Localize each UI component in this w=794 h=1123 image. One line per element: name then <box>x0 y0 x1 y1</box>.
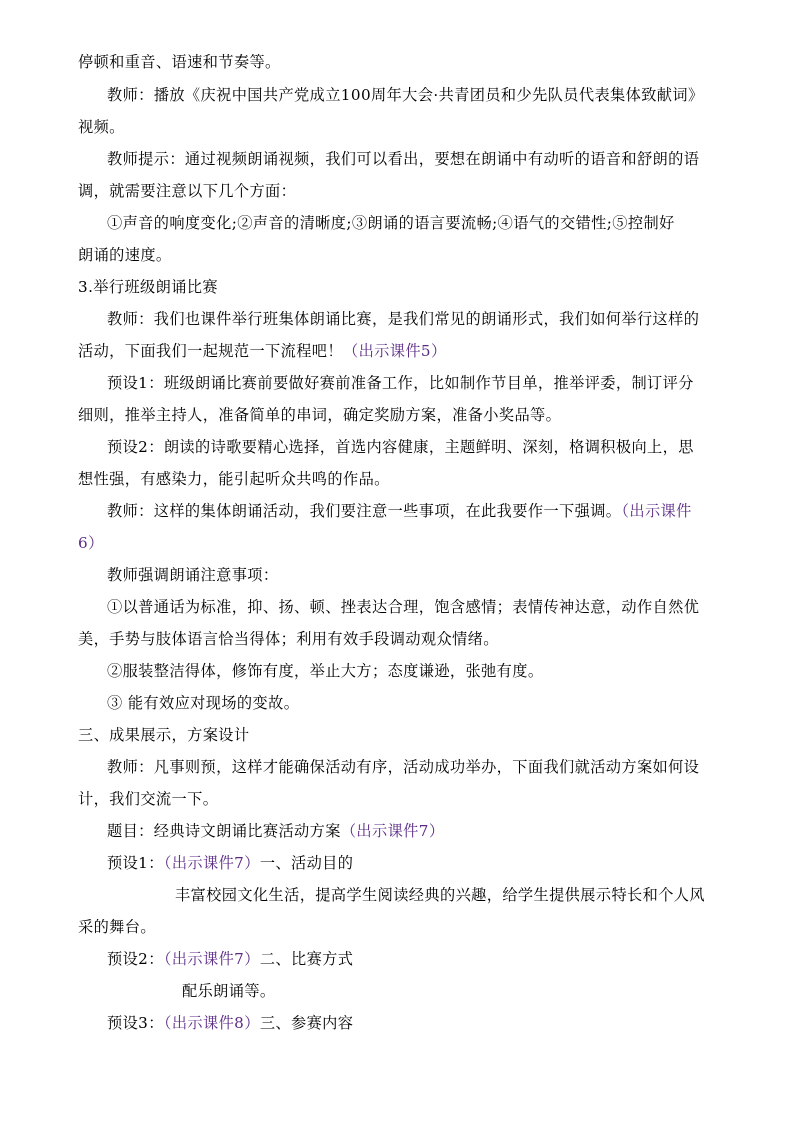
text-segment: 预设3： <box>107 1014 164 1032</box>
text-segment: 丰富校园文化生活，提高学生阅读经典的兴趣，给学生提供展示特长和个人风 <box>175 886 705 904</box>
text-segment: 教师：凡事则预，这样才能确保活动有序，活动成功举办，下面我们就活动方案如何设 <box>107 758 700 776</box>
text-line <box>107 309 699 329</box>
text-line <box>107 597 699 617</box>
text-segment: ①以普通话为标准，抑、扬、顿、挫表达合理，饱含感情；表情传神达意，动作自然优 <box>107 598 700 616</box>
text-segment: ③ 能有效应对现场的变故。 <box>107 694 300 712</box>
text-line <box>107 821 444 841</box>
text-segment: 教师强调朗诵注意事项： <box>107 566 279 584</box>
text-line <box>107 565 278 585</box>
text-line <box>182 981 276 1001</box>
text-line <box>107 1013 353 1033</box>
slide-cue: （出示课件7） <box>340 822 445 840</box>
text-segment: 三、成果展示，方案设计 <box>78 726 250 744</box>
text-segment: 计，我们交流一下。 <box>78 790 219 808</box>
text-line <box>107 949 353 969</box>
text-segment: ①声音的响度变化;②声音的清晰度;③朗诵的语言要流畅;④语气的交错性;⑤控制好 <box>107 214 675 232</box>
text-segment: 停顿和重音、语速和节奏等。 <box>78 53 281 71</box>
text-line <box>78 917 156 937</box>
text-segment: 一、活动目的 <box>259 854 354 872</box>
text-segment: ②服装整洁得体，修饰有度，举止大方；态度谦逊，张弛有度。 <box>107 662 544 680</box>
text-segment: 预设1： <box>107 854 164 872</box>
slide-cue: （出示课件 <box>621 502 692 520</box>
text-line <box>175 885 705 905</box>
text-line <box>107 437 694 457</box>
text-segment: 想性强，有感染力，能引起听众共鸣的作品。 <box>78 470 390 488</box>
text-line <box>107 693 299 713</box>
text-line <box>78 789 218 809</box>
text-line <box>107 149 699 169</box>
text-line <box>78 629 499 649</box>
text-segment: 配乐朗诵等。 <box>182 982 276 1000</box>
text-segment: 采的舞台。 <box>78 918 156 936</box>
text-line <box>78 341 447 361</box>
text-line <box>78 245 172 265</box>
text-line <box>78 181 296 201</box>
text-line <box>107 853 353 873</box>
section-heading <box>78 725 249 745</box>
text-line <box>107 501 692 521</box>
slide-cue: 6） <box>78 534 104 552</box>
text-segment: 朗诵的速度。 <box>78 246 172 264</box>
text-line <box>78 117 125 137</box>
text-line <box>107 757 699 777</box>
text-line <box>78 52 281 72</box>
text-line <box>78 469 390 489</box>
text-line <box>107 213 675 233</box>
text-segment: 教师：我们也课件举行班集体朗诵比赛，是我们常见的朗诵形式，我们如何举行这样的 <box>107 310 700 328</box>
text-segment: 视频。 <box>78 118 125 136</box>
text-segment: 预设1：班级朗诵比赛前要做好赛前准备工作，比如制作节目单，推举评委，制订评分 <box>107 374 694 392</box>
text-segment: 预设2：朗读的诗歌要精心选择，首选内容健康，主题鲜明、深刻，格调积极向上，思 <box>107 438 694 456</box>
text-line <box>78 533 104 553</box>
text-segment: 调，就需要注意以下几个方面： <box>78 182 297 200</box>
text-segment: 预设2： <box>107 950 164 968</box>
text-segment: 细则，推举主持人，准备简单的串词，确定奖励方案，准备小奖品等。 <box>78 406 562 424</box>
slide-cue: （出示课件7） <box>163 854 260 872</box>
text-segment: 题目：经典诗文朗诵比赛活动方案 <box>107 822 341 840</box>
section-heading <box>78 277 218 297</box>
text-segment: 活动，下面我们一起规范一下流程吧！ <box>78 342 343 360</box>
text-segment: 美，手势与肢体语言恰当得体；利用有效手段调动观众情绪。 <box>78 630 499 648</box>
slide-cue: （出示课件8） <box>163 1014 260 1032</box>
text-line <box>107 85 704 105</box>
slide-cue: （出示课件7） <box>163 950 260 968</box>
slide-cue: （出示课件5） <box>343 342 447 360</box>
text-segment: 3.举行班级朗诵比赛 <box>78 278 218 296</box>
text-segment: 教师：这样的集体朗诵活动，我们要注意一些事项，在此我要作一下强调。 <box>107 502 622 520</box>
text-line <box>78 405 561 425</box>
text-segment: 二、比赛方式 <box>259 950 354 968</box>
text-line <box>107 661 543 681</box>
text-segment: 教师提示：通过视频朗诵视频，我们可以看出，要想在朗诵中有动听的语音和舒朗的语 <box>107 150 700 168</box>
text-line <box>107 373 694 393</box>
text-segment: 教师：播放《庆祝中国共产党成立100周年大会·共青团员和少先队员代表集体致献词》 <box>107 86 704 104</box>
text-segment: 三、参赛内容 <box>259 1014 354 1032</box>
